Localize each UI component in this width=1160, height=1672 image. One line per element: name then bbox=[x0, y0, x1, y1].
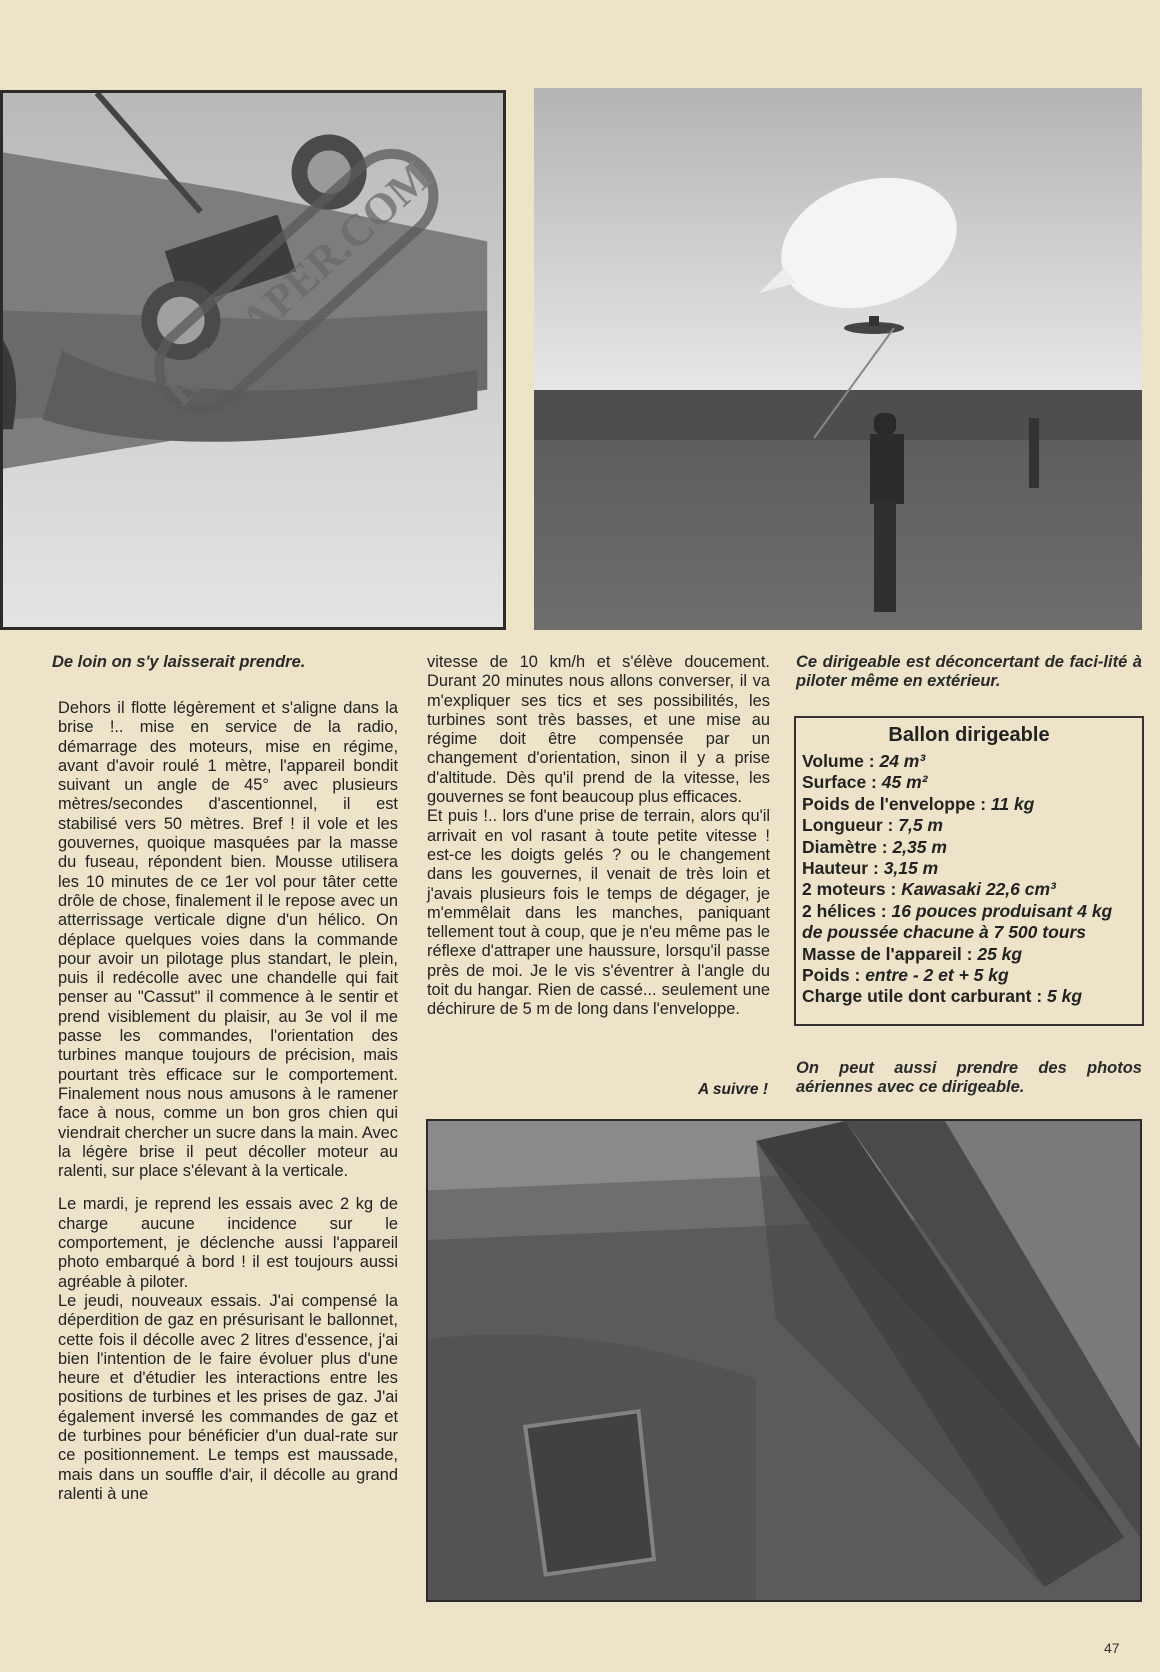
spec-label: 2 moteurs : bbox=[802, 879, 902, 900]
article-column-1 bbox=[58, 699, 398, 1504]
spec-label: Hauteur : bbox=[802, 858, 884, 879]
spec-row bbox=[802, 751, 1136, 772]
spec-label: Diamètre : bbox=[802, 836, 893, 857]
spec-value: 2,35 m bbox=[892, 836, 947, 857]
spec-value: 45 m² bbox=[881, 772, 928, 793]
spec-row bbox=[802, 901, 1136, 922]
paragraph: Le mardi, je reprend les essais avec 2 kg de charge aucune incidence sur le comportement, je déclenche aussi l'appareil photo embarqué à bord ! il est toujours aussi agréable à piloter. bbox=[58, 1195, 398, 1291]
caption-right-bottom: On peut aussi prendre des photos aériennes avec ce dirigeable. bbox=[796, 1059, 1142, 1096]
watermark-text: RC-PAPER.COM bbox=[155, 151, 441, 416]
page-number: 47 bbox=[1104, 1640, 1120, 1656]
spec-label: Poids de l'enveloppe : bbox=[802, 793, 991, 814]
spec-row bbox=[802, 772, 1136, 793]
spec-value: 24 m³ bbox=[879, 751, 926, 771]
paragraph: Dehors il flotte légèrement et s'aligne dans la brise !.. mise en service de la radio, démarrage des moteurs, mise en régime, avant d'avoir roulé 1 mètre, l'appareil bondit suivant un angle de 45° avec plusieurs mètres/secondes d'ascentionnel, il est stabilisé vers 50 mètres. Bref ! il vole et les gouvernes, quoique masquées par la masse du fuseau, répondent bien. Mousse utilisera les 10 minutes de ce 1er vol pour tâter cette drôle de chose, finalement il le repose avec un atterrissage verticale digne d'un hélico. On déplace quelques voies dans la commande pour avoir un pilotage plus standart, le plein, puis il redécolle avec une chandelle qui fait penser au "Cassut" il commence à le sentir et prend visiblement du plaisir, au 3e vol il me passe les commandes, l'orientation des turbines manque toujours de précision, mais pourtant très efficace sur le comportement. Finalement nous nous amusons à le ramener face à nous, comme un bon gros chien qui viendrait chercher un sucre dans la main. Avec la légère brise il peut décoller moteur au ralenti, sur place s'élevant à la verticale. bbox=[58, 699, 398, 1181]
spec-value: de poussée chacune à 7 500 tours bbox=[802, 922, 1087, 943]
spec-value: 5 kg bbox=[1047, 986, 1083, 1007]
caption-left: De loin on s'y laisserait prendre. bbox=[52, 653, 306, 671]
spec-value: entre - 2 et + 5 kg bbox=[865, 965, 1009, 986]
article-column-2 bbox=[427, 653, 770, 1020]
spec-label: 2 hélices : bbox=[802, 900, 892, 921]
spec-value: 25 kg bbox=[977, 943, 1023, 964]
watermark-stamp bbox=[95, 100, 495, 460]
spec-row bbox=[802, 965, 1136, 986]
spec-value: 16 pouces produisant 4 kg bbox=[891, 900, 1113, 921]
spec-value: 3,15 m bbox=[883, 858, 939, 879]
caption-right: Ce dirigeable est déconcertant de faci-lité à piloter même en extérieur. bbox=[796, 653, 1142, 690]
specs-title: Ballon dirigeable bbox=[888, 724, 1050, 746]
spec-label: Volume : bbox=[802, 751, 880, 771]
spec-label: Masse de l'appareil : bbox=[802, 943, 978, 964]
spec-label: Longueur : bbox=[802, 815, 899, 836]
spec-label: Charge utile dont carburant : bbox=[802, 986, 1048, 1007]
photo-airship-flight bbox=[534, 88, 1142, 630]
spec-row bbox=[802, 858, 1136, 879]
spec-row bbox=[802, 944, 1136, 965]
photo-aerial-view bbox=[426, 1119, 1142, 1602]
spec-row bbox=[802, 837, 1136, 858]
spec-row bbox=[802, 794, 1136, 815]
spec-row bbox=[802, 986, 1136, 1007]
a-suivre: A suivre ! bbox=[697, 1081, 768, 1098]
spec-row bbox=[802, 879, 1136, 900]
specs-box bbox=[794, 716, 1144, 1026]
spec-value: 7,5 m bbox=[898, 815, 943, 836]
spec-row bbox=[802, 922, 1136, 943]
spec-label: Surface : bbox=[802, 772, 882, 793]
paragraph: vitesse de 10 km/h et s'élève doucement. Durant 20 minutes nous allons converser, il va m'expliquer ses tics et ses possibilités, les turbines sont très basses, et une mise au régime doit être compensée par un changement d'orientation, sinon il y a prise d'altitude. Dès qu'il prend de la vitesse, les gouvernes se font beaucoup plus efficaces. bbox=[427, 653, 770, 807]
paragraph: Le jeudi, nouveaux essais. J'ai compensé la déperdition de gaz en présurisant le ballonnet, cette fois il décolle avec 2 litres d'essence, j'ai bien l'intention de le faire évoluer plus d'une heure et d'étudier les interactions entre les positions de turbines et les prises de gaz. J'ai également inversé les commandes de gaz et de turbines pour bénéficier d'un dual-rate sur ce positionnement. Le temps est maussade, mais dans un souffle d'air, il décolle au grand ralenti à une bbox=[58, 1291, 398, 1503]
spec-value: 11 kg bbox=[990, 793, 1035, 814]
spec-row bbox=[802, 815, 1136, 836]
paragraph: Et puis !.. lors d'une prise de terrain, alors qu'il arrivait en vol rasant à toute petite vitesse ! est-ce les doigts gelés ? ou le changement dans les gouvernes, il venait de très loin et j'avais plusieurs fois le temps de dégager, je m'emmêlait dans les manches, paniquant tellement tout à coup, que je n'eu même pas le réflexe d'attraper une haussure, lorsqu'il passe près de moi. Je le vis s'éventrer à l'angle du toit du hangar. Rien de cassé... seulement une déchirure de 5 m de long dans l'enveloppe. bbox=[427, 807, 770, 1019]
spec-label: Poids : bbox=[802, 965, 866, 986]
spec-value: Kawasaki 22,6 cm³ bbox=[901, 879, 1056, 900]
